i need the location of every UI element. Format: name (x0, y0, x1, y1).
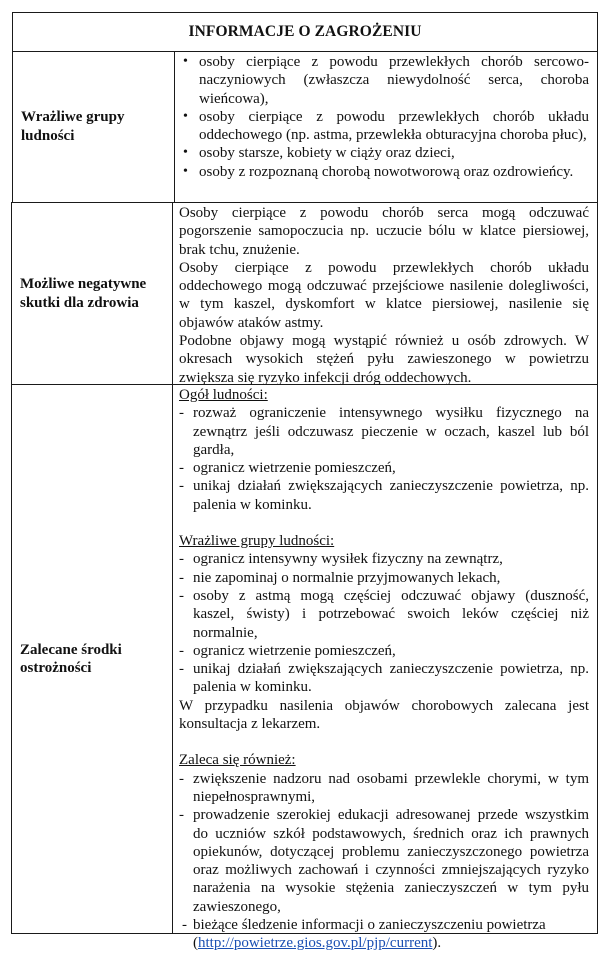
section-heading-also: Zaleca się również: (179, 752, 296, 769)
list-item: - unikaj działań zwiększających zanieczyszczenie powietrza, np. palenia w kominku. (179, 477, 589, 514)
sensitive-recommendations-list (179, 550, 589, 696)
general-recommendations-list (179, 404, 589, 514)
list-item: - rozważ ograniczenie intensywnego wysiłku fizycznego na zewnątrz jeśli odczuwasz pieczenie w oczach, kaszel lub ból gardła, (179, 404, 589, 459)
row-label-cell (12, 385, 173, 933)
row-content-cell (173, 385, 597, 952)
row-vulnerable-groups (13, 51, 597, 202)
list-item: - nie zapominaj o normalnie przyjmowanych lekach, (179, 569, 589, 587)
section-heading-general: Ogół ludności: (179, 387, 268, 403)
table-title: INFORMACJE O ZAGROŻENIU (13, 13, 597, 52)
list-item: - prowadzenie szerokiej edukacji adresowanej przede wszystkim do uczniów szkół podstawowych, średnich oraz ich prawnych opiekunów, dotyczącej problemu zanieczyszczonego powietrza oraz możliwych zachowań i czynności zmniejszających ryzyko narażenia na wysokie stężenia zanieczyszczeń w tym pyłu zawieszonego, (179, 806, 589, 916)
list-item: • osoby cierpiące z powodu przewlekłych chorób układu oddechowego (np. astma, przewlekła obturacyjna choroba płuc), (181, 108, 589, 145)
list-item: - ogranicz intensywny wysiłek fizyczny na zewnątrz, (179, 550, 589, 568)
list-item: - zwiększenie nadzoru nad osobami przewlekle chorymi, w tym niepełnosprawnymi, (179, 770, 589, 807)
row-health-effects (12, 203, 597, 384)
additional-recommendations-list (179, 770, 589, 916)
list-item-monitoring (179, 916, 589, 953)
spacer (179, 733, 589, 751)
row-label: Możliwe negatywne skutki dla zdrowia (20, 276, 147, 311)
paren-close: ). (432, 935, 442, 952)
paragraph: Podobne objawy mogą wystąpić również u osób zdrowych. W okresach wysokich stężeń pyłu zawieszonego w powietrzu zwiększa się ryzyko infekcji dróg oddechowych. (179, 333, 589, 386)
list-item: - ogranicz wietrzenie pomieszczeń, (179, 459, 589, 477)
air-quality-link[interactable]: http://powietrze.gios.gov.pl/pjp/current (198, 935, 433, 952)
paragraph: Osoby cierpiące z powodu chorób serca mogą odczuwać pogorszenie samopoczucia np. uczucie bólu w klatce piersiowej, brak tchu, znużenie. (179, 205, 589, 258)
row-label-cell (13, 51, 175, 202)
row-content-cell (173, 203, 597, 384)
row-label: Wrażliwe grupy ludności (21, 109, 125, 144)
row-label-cell (12, 203, 173, 384)
paragraph: Osoby cierpiące z powodu przewlekłych chorób układu oddechowego mogą odczuwać przejściowe nasilenie dolegliwości, w tym kaszel, dyskomfort w klatce piersiowej, nasilenie się objawów ataków astmy. (179, 259, 589, 331)
row-precautions (12, 384, 597, 952)
hazard-info-table-top (12, 12, 598, 202)
paren-open: ( (193, 935, 198, 952)
list-item: • osoby cierpiące z powodu przewlekłych chorób sercowo-naczyniowych (zwłaszcza niewydolność serca, choroba wieńcowa), (181, 53, 589, 108)
row-content-cell (175, 51, 597, 202)
spacer (179, 514, 589, 532)
section-heading-sensitive: Wrażliwe grupy ludności: (179, 533, 335, 550)
list-item: - osoby z astmą mogą częściej odczuwać objawy (duszność, kaszel, świsty) i potrzebować swoich leków częściej niż normalnie, (179, 587, 589, 642)
list-item: - ogranicz wietrzenie pomieszczeń, (179, 642, 589, 660)
list-item: • osoby z rozpoznaną chorobą nowotworową oraz ozdrowieńcy. (181, 163, 589, 181)
list-item-text: bieżące śledzenie informacji o zanieczyszczeniu powietrza (193, 917, 546, 934)
row-label: Zalecane środki ostrożności (20, 641, 122, 676)
bullet-list (181, 53, 589, 181)
hazard-info-table-bottom (11, 202, 598, 952)
consultation-note: W przypadku nasilenia objawów chorobowych zalecana jest konsultacja z lekarzem. (179, 697, 589, 733)
list-item: • osoby starsze, kobiety w ciąży oraz dzieci, (181, 144, 589, 162)
list-item: - unikaj działań zwiększających zanieczyszczenie powietrza, np. palenia w kominku. (179, 660, 589, 697)
